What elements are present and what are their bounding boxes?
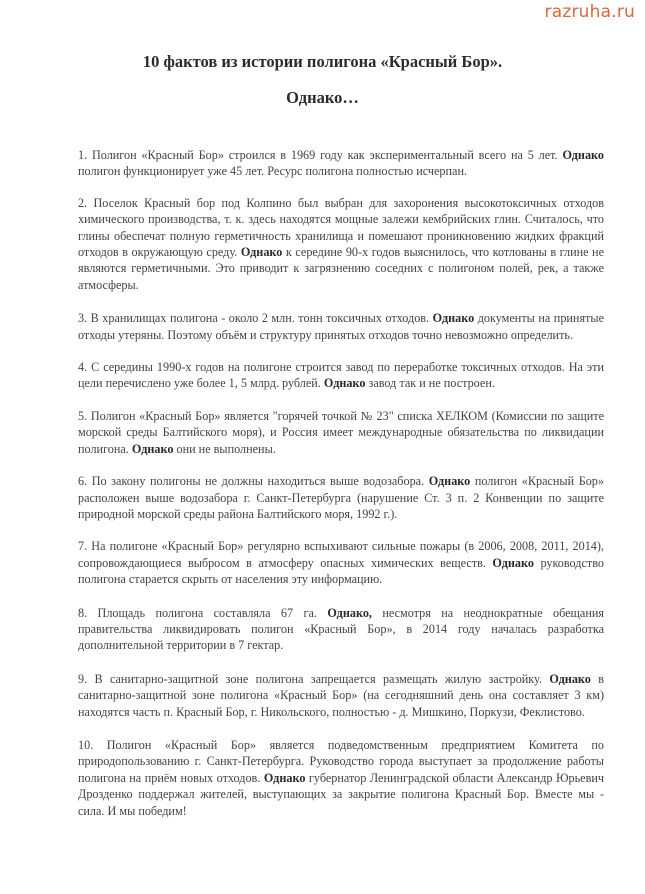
emphasis-однако: Однако	[263, 770, 306, 785]
fact-3: 3. В хранилищах полигона - около 2 млн. тонн токсичных отходов. Однако документы на принятые отходы утеряны. Поэтому объём и структуру принятых отходов точно невозможно определить.	[78, 311, 604, 342]
fact-7: 7. На полигоне «Красный Бор» регулярно вспыхивают сильные пожары (в 2006, 2008, 2011, 2014), сопровождающиеся выбросом в атмосферу опасных химических веществ. Однако руководство полигона старается скрыть от населения эту информацию.	[78, 539, 604, 587]
fact-9: 9. В санитарно-защитной зоне полигона запрещается размещать жилую застройку. Однако в санитарно-защитной зоне полигона «Красный Бор» (на сегодняшний день она составляет 3 км) находятся часть п. Красный Бор, г. Никольского, полностью - д. Мишкино, Поркузи, Феклистово.	[78, 671, 604, 719]
emphasis-однако: Однако	[492, 555, 534, 570]
fact-10: 10. Полигон «Красный Бор» является подведомственным предприятием Комитета по природопользованию г. Санкт-Петербурга. Руководство города выступает за продолжение работы полигона на приём новых отходов. Однако губернатор Ленинградской области Александр Юрьевич Дрозденко поддержал жителей, выступающих за закрытие полигона Красный Бор. Вместе мы - сила. И мы победим!	[78, 737, 604, 818]
emphasis-однако: Однако	[432, 311, 475, 326]
document-title: 10 фактов из истории полигона «Красный Бор».	[142, 52, 503, 71]
emphasis-однако: Однако,	[327, 605, 372, 620]
fact-1: 1. Полигон «Красный Бор» строился в 1969 году как экспериментальный всего на 5 лет. Однако полигон функционирует уже 45 лет. Ресурс полигона полностью исчерпан.	[78, 148, 604, 179]
emphasis-однако: Однако	[323, 376, 366, 391]
emphasis-однако: Однако	[549, 671, 591, 686]
fact-6: 6. По закону полигоны не должны находиться выше водозабора. Однако полигон «Красный Бор» расположен выше водозабора г. Санкт-Петербурга (нарушение Ст. 3 п. 2 Конвенции по защите природной морской среды района Балтийского моря, 1992 г.).	[78, 474, 604, 521]
facts-list	[78, 147, 604, 819]
emphasis-однако: Однако	[428, 474, 471, 489]
emphasis-однако: Однако	[131, 441, 174, 456]
watermark: razruha.ru	[544, 2, 635, 22]
document-subtitle: Однако…	[286, 88, 359, 107]
emphasis-однако: Однако	[240, 245, 283, 260]
fact-8: 8. Площадь полигона составляла 67 га. Однако, несмотря на неоднократные обещания правительства ликвидировать полигон «Красный Бор», в 2014 году началась разработка дополнительной территории в 7 гектар.	[78, 605, 604, 653]
fact-5: 5. Полигон «Красный Бор» является "горячей точкой № 23" списка ХЕЛКОМ (Комиссии по защите морской среды Балтийского моря), и Россия имеет международные обязательства по ликвидации полигона. Однако они не выполнены.	[78, 408, 604, 456]
fact-4: 4. С середины 1990-х годов на полигоне строится завод по переработке токсичных отходов. На эти цели перечислено уже более 1, 5 млрд. рублей. Однако завод так и не построен.	[78, 360, 604, 391]
fact-2: 2. Поселок Красный бор под Колпино был выбран для захоронения высокотоксичных отходов химического производства, т. к. здесь находятся мощные залежи кембрийских глин. Считалось, что глины обеспечат полную герметичность хранилища и помешают проникновению жидких фракций отходов в окружающую среду. Однако к середине 90-х годов выяснилось, что котлованы в глине не являются герметичными. Это приводит к загрязнению соседних с полигоном полей, рек, а также атмосферы.	[78, 195, 604, 292]
emphasis-однако: Однако	[562, 148, 604, 162]
